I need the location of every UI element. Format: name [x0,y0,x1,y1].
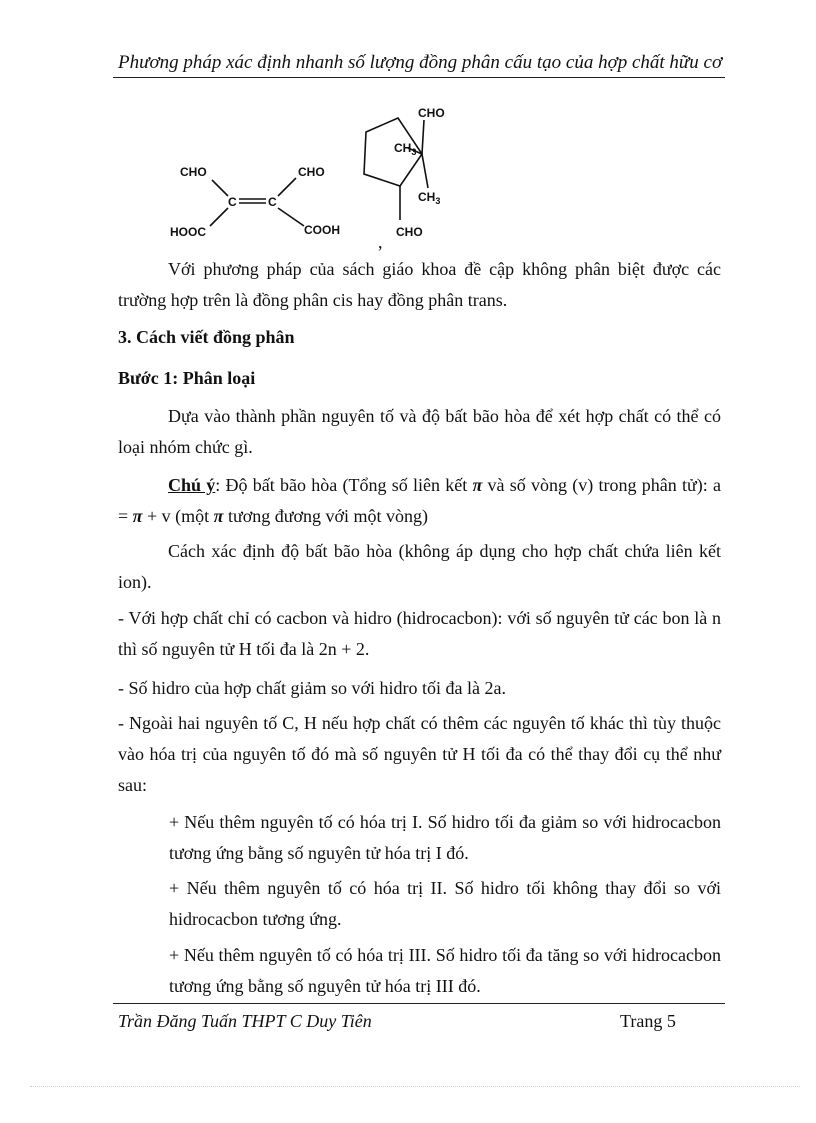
paragraph-textbook-note: Với phương pháp của sách giáo khoa đề cập không phân biệt được các trường hợp trên là đồng phân cis hay đồng phân trans. [118,259,721,310]
page-number: Trang 5 [620,1011,676,1031]
footer-divider [113,1003,725,1004]
chemical-structures-figure [160,100,480,250]
label-c-right: C [268,195,277,209]
label-ch3-ring-right: $CH_3$ [418,190,441,206]
label-cooh: COOH [304,223,340,237]
paragraph-determination: Cách xác định độ bất bão hòa (không áp dụng cho hợp chất chứa liên kết ion). [118,541,721,592]
note-label: Chú ý [168,475,216,495]
figure-separator: , [378,232,383,252]
label-cho-ring-top: CHO [418,106,445,120]
list-item-valence-3: + Nếu thêm nguyên tố có hóa trị III. Số hidro tối đa tăng so với hidrocacbon tương ứng bằng số nguyên tử hóa trị III đó. [169,945,721,996]
paragraph-hydrocarbon: - Với hợp chất chỉ có cacbon và hidro (hidrocacbon): với số nguyên tử các bon là n thì số nguyên tử H tối đa là 2n + 2. [118,608,721,659]
label-cho-top-left: CHO [180,165,207,179]
label-hooc: HOOC [170,225,206,239]
paragraph-hydrogen-reduction: - Số hidro của hợp chất giảm so với hidro tối đa là 2a. [118,678,506,698]
label-cho-top-right: CHO [298,165,325,179]
step-heading: Bước 1: Phân loại [118,368,256,388]
label-cho-ring-bottom: CHO [396,225,423,239]
paragraph-other-elements: - Ngoài hai nguyên tố C, H nếu hợp chất có thêm các nguyên tố khác thì tùy thuộc vào hóa trị của nguyên tố đó mà số nguyên tử H tối đa có thể thay đổi cụ thể như sau: [118,713,721,795]
header-divider [113,77,725,78]
bond-left-upper [212,180,228,196]
footer-author: Trần Đăng Tuấn THPT C Duy Tiên [118,1011,372,1031]
label-c-left: C [228,195,237,209]
page-bottom-dotted-line [30,1086,800,1087]
bond-ring-to-cho-top [422,120,424,154]
label-ch3-ring-inner: $CH_3$ [394,141,417,157]
paragraph-classification: Dựa vào thành phần nguyên tố và độ bất bão hòa để xét hợp chất có thể có loại nhóm chức gì. [118,406,721,457]
list-item-valence-1: + Nếu thêm nguyên tố có hóa trị I. Số hidro tối đa giảm so với hidrocacbon tương ứng bằng số nguyên tử hóa trị I đó. [169,812,721,863]
bond-right-upper [278,178,296,196]
page-header-title: Phương pháp xác định nhanh số lượng đồng phân cấu tạo của hợp chất hữu cơ [118,52,723,73]
bond-ring-to-ch3-right [422,154,428,188]
section-heading: 3. Cách viết đồng phân [118,327,295,347]
bond-right-lower [278,208,304,226]
bond-left-lower [210,208,228,226]
list-item-valence-2: + Nếu thêm nguyên tố có hóa trị II. Số hidro tối không thay đổi so với hidrocacbon tương ứng. [169,878,721,929]
paragraph-note: Chú ý: Độ bất bão hòa (Tổng số liên kết π và số vòng (v) trong phân tử): a = π + v (một π tương đương với một vòng) [118,475,721,526]
